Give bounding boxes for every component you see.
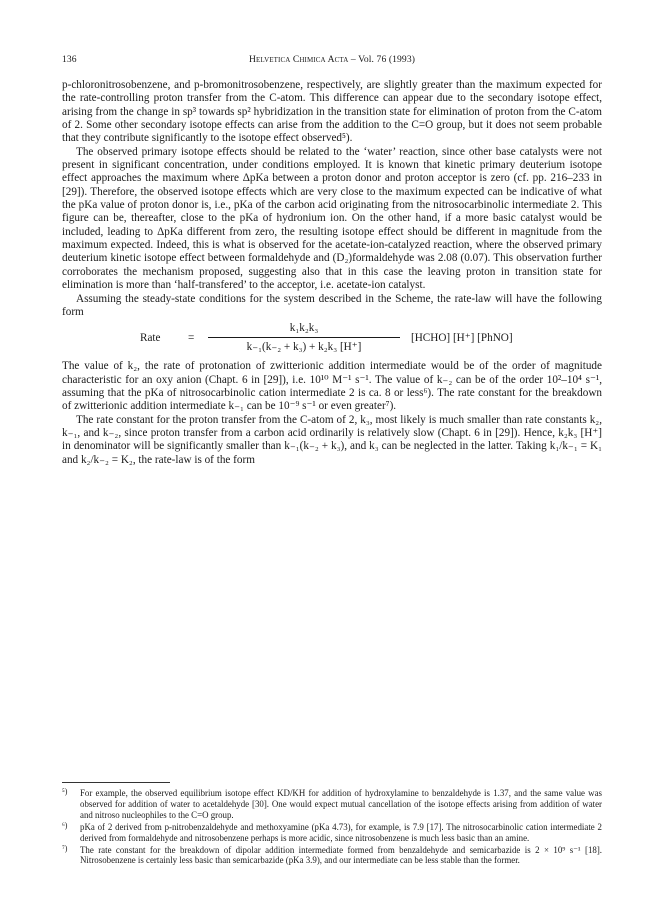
volume-info: – Vol. 76 (1993)	[350, 54, 416, 65]
footnote-text: For example, the observed equilibrium isotope effect KD/KH for addition of hydroxylamine to benzaldehyde is 1.37, and the same value was observed for addition of water to acetaldehyde [30]. One would expect mutual cancellation of the isotope effects arising from addition of water and nitroso nucleophiles to the C=O group.	[80, 788, 602, 820]
footnote-text: pKa of 2 derived from p-nitrobenzaldehyde and methoxyamine (pKa 4.73), for example, is 7.9 [17]. The nitrosocarbinolic cation intermediate 2 derived from formaldehyde and nitrosobenzene perhaps is more acidic, since nitrosobenzene is much less basic than an amine.	[80, 821, 602, 843]
equation-rhs: [HCHO] [H⁺] [PhNO]	[411, 332, 513, 345]
running-header	[62, 54, 602, 68]
journal-name: Helvetica Chimica Acta	[248, 54, 349, 65]
footnote-marker: ⁶)	[62, 820, 68, 830]
footnote-5	[62, 788, 602, 821]
footnote-marker: ⁵)	[62, 787, 68, 796]
footnote-7	[62, 845, 602, 867]
paragraph-2: The observed primary isotope effects should be related to the ‘water’ reaction, since other base catalysts were not present in significant concentration, under conditions employed. It is known that kinetic primary deuterium isotope effect approaches the maximum where ΔpKa between a proton donor and proton acceptor is zero (cf. pp. 216–233 in [29]). Therefore, the observed isotope effects which are very close to the maximum expected can be indicative of what the pKa value of proton donor is, i.e., pKa of the carbon acid originating from the nitrosocarbinolic intermediate 2. This figure can be, thereafter, close to the pKa of hydronium ion. On the other hand, if a more basic catalyst would be included, leading to ΔpKa different from zero, the resulting isotope effect should be different in magnitude from the maximum expected. Indeed, this is what is observed for the acetate-ion-catalyzed reaction, where the observed primary deuterium kinetic isotope effect between formaldehyde and (D₂)formaldehyde was 2.08 (0.07). This observation further corroborates the mechanism proposed, suggesting also that in this case the leaving proton in transition state for elimination is more than ‘half-transfered’ to the acceptor, i.e. acetate-ion catalyst.	[62, 145, 602, 292]
paragraph-4: The value of k₂, the rate of protonation of zwitterionic addition intermediate would be of the order of magnitude characteristic for an oxy anion (Chapt. 6 in [29]), i.e. 10¹⁰ M⁻¹ s⁻¹. The value of k₋₂ can be of the order 10²–10⁴ s⁻¹, assuming that the pKa of nitrosocarbinolic cation intermediate 2 is ca. 8 or less⁶). The rate constant for the breakdown of zwitterionic addition intermediate k₋₁ can be 10⁻⁹ s⁻¹ or even greater⁷).	[62, 360, 602, 413]
equation-denominator: k₋₁(k₋₂ + k₃) + k₂k₃ [H⁺]	[246, 341, 362, 354]
paragraph-3: Assuming the steady-state conditions for the system described in the Scheme, the rate-law will have the following form	[62, 292, 602, 318]
footnotes	[62, 788, 602, 867]
fraction-bar	[208, 337, 400, 338]
footnote-marker: ⁷)	[62, 843, 68, 853]
equation-equals: =	[188, 332, 195, 345]
rate-equation	[62, 321, 602, 359]
footnote-text: The rate constant for the breakdown of dipolar addition intermediate formed from benzaldehyde and semicarbazide is 2 × 10⁹ s⁻¹ [18]. Nitrosobenzene is certainly less basic than semicarbazide (pKa 3.9), and our intermediate can be less stable than the former.	[80, 844, 602, 866]
running-title	[62, 54, 602, 65]
equation-fraction	[204, 321, 404, 355]
body-text	[62, 79, 602, 467]
page-number: 136	[62, 54, 77, 65]
footnote-6	[62, 822, 602, 844]
paragraph-5: The rate constant for the proton transfer from the C-atom of 2, k₃, most likely is much smaller than rate constants k₂, k₋₁, and k₋₂, since proton transfer from a carbon acid ordinarily is relatively slow (Chapt. 6 in [29]). Hence, k₂k₃ [H⁺] in denominator will be significantly smaller than k₋₁(k₋₂ + k₃), and k₃ can be neglected in the latter. Taking k₁/k₋₁ = K₁ and k₂/k₋₂ = K₂, the rate-law is of the form	[62, 413, 602, 466]
paragraph-1: p-chloronitrosobenzene, and p-bromonitrosobenzene, respectively, are slightly greater than the maximum expected for the rate-controlling proton transfer from the C-atom. This difference can appear due to the secondary isotope effect, arising from the change in sp³ towards sp² hybridization in the transition state for elimination of proton from the C-atom of 2. Some other secondary isotope effects can arise from the addition to the C=O group, but it does not seem probable that they contribute significantly to the isotope effect observed⁵).	[62, 79, 602, 145]
equation-numerator: k₁k₂k₃	[289, 322, 319, 335]
footnote-rule	[62, 782, 170, 783]
equation-lhs: Rate	[140, 332, 161, 345]
